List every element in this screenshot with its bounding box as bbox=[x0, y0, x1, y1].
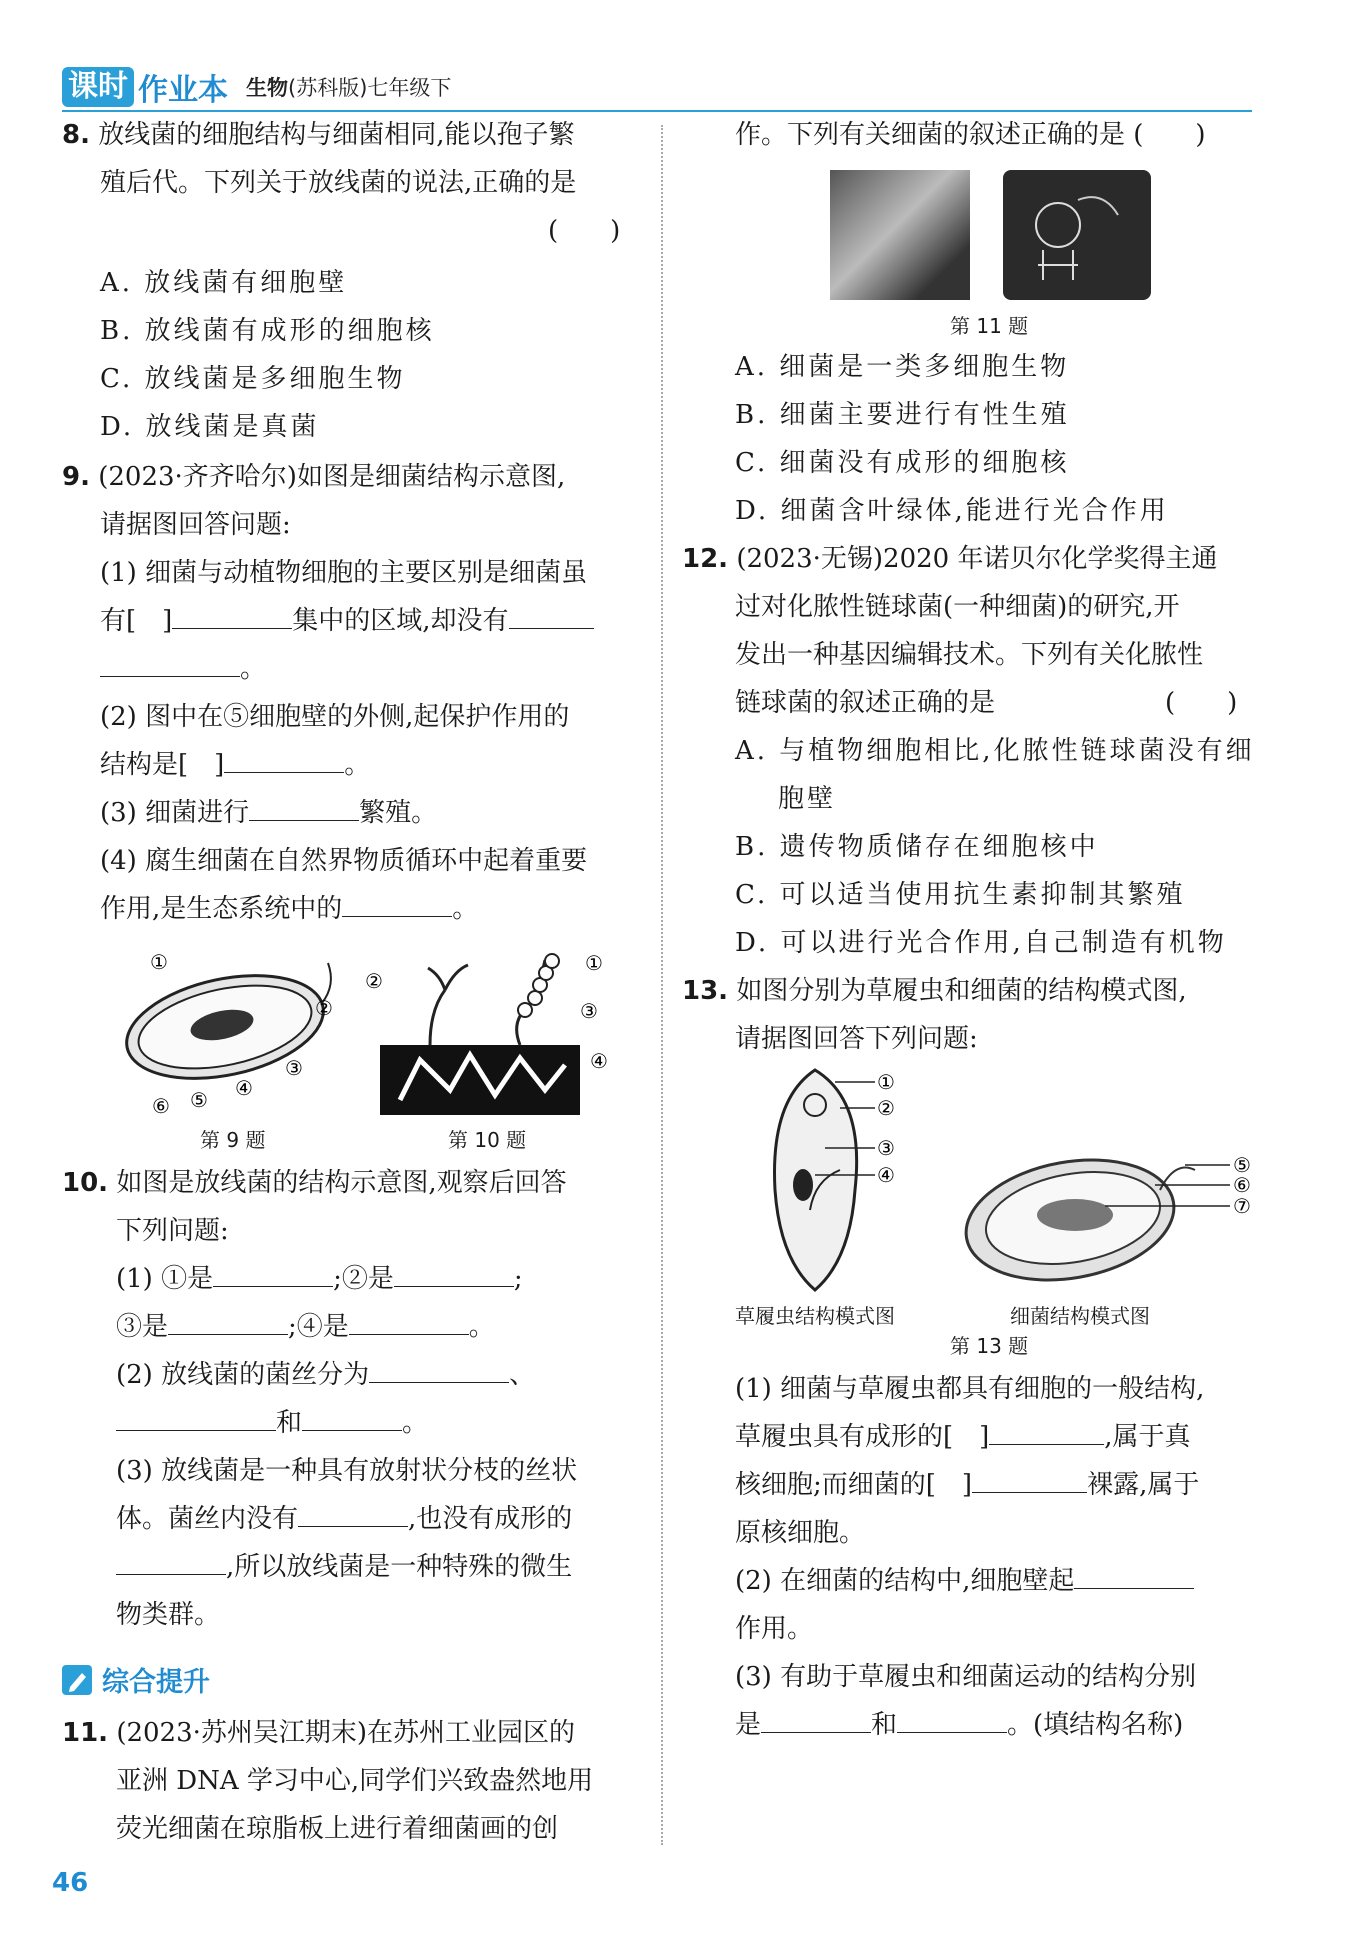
q9-p1-mid: 集中的区域,却没有 bbox=[292, 606, 509, 636]
q9-blank6[interactable] bbox=[342, 894, 452, 917]
q13-part1-c bbox=[735, 1470, 1199, 1500]
q10-part1-b bbox=[116, 1312, 495, 1342]
q11-line1 bbox=[62, 1718, 575, 1748]
subject-name: 生物 bbox=[246, 76, 288, 100]
q11-option-c: C. 细菌没有成形的细胞核 bbox=[735, 448, 1070, 478]
paramecium-nucleus bbox=[793, 1169, 813, 1201]
fig9-caption: 第 9 题 bbox=[200, 1128, 266, 1152]
q8-answer-paren: ( ) bbox=[548, 216, 621, 246]
q12-option-a1: A. 与植物细胞相比,化脓性链球菌没有细 bbox=[735, 736, 1255, 766]
actinomycete-figure bbox=[360, 940, 620, 1125]
q10-part3-b bbox=[116, 1504, 572, 1534]
q10-blank3[interactable] bbox=[168, 1312, 288, 1335]
page-number: 46 bbox=[52, 1868, 89, 1898]
fig13-bacterium-figure bbox=[955, 1140, 1260, 1290]
pencil-glyph bbox=[62, 1665, 92, 1695]
q9-text1: (2023·齐齐哈尔)如图是细菌结构示意图, bbox=[98, 462, 566, 492]
q11-text4: 作。下列有关细菌的叙述正确的是 bbox=[735, 120, 1126, 150]
subject-label bbox=[246, 72, 451, 102]
q13-blank4[interactable] bbox=[761, 1710, 871, 1733]
q10-blank6[interactable] bbox=[116, 1408, 276, 1431]
bacteria-art-drawing bbox=[1003, 170, 1151, 300]
q10-line1 bbox=[62, 1168, 567, 1198]
q10-line2: 下列问题: bbox=[116, 1216, 229, 1246]
q9-part2-a: (2) 图中在⑤细胞壁的外侧,起保护作用的 bbox=[100, 702, 570, 732]
q8-number: 8. bbox=[62, 120, 90, 150]
fig9-label-5: ⑤ bbox=[190, 1088, 208, 1112]
fig11-photo-bacteria-art bbox=[1003, 170, 1151, 300]
q10-blank7[interactable] bbox=[302, 1408, 402, 1431]
spore bbox=[528, 991, 542, 1005]
q13-number: 13. bbox=[682, 976, 729, 1006]
q10-p3-b2: ,也没有成形的 bbox=[408, 1504, 573, 1534]
pencil-icon bbox=[62, 1665, 92, 1695]
q11-option-b: B. 细菌主要进行有性生殖 bbox=[735, 400, 1070, 430]
q12-option-a2: 胞壁 bbox=[778, 784, 837, 814]
q9-blank5[interactable] bbox=[249, 798, 359, 821]
section-title: 综合提升 bbox=[102, 1667, 210, 1698]
q12-line4: 链球菌的叙述正确的是 bbox=[735, 688, 996, 718]
q9-part1-a: (1) 细菌与动植物细胞的主要区别是细菌虽 bbox=[100, 558, 588, 588]
q11-text1: (2023·苏州吴江期末)在苏州工业园区的 bbox=[116, 1718, 576, 1748]
fig10-label-4: ④ bbox=[590, 1049, 608, 1073]
q9-p4-end: 。 bbox=[452, 894, 479, 924]
q13-line1 bbox=[682, 976, 1187, 1006]
fig13-label-3: ③ bbox=[877, 1136, 895, 1160]
fig11-caption: 第 11 题 bbox=[950, 314, 1029, 338]
q9-p3-end: 繁殖。 bbox=[359, 798, 438, 828]
fig9-label-3: ③ bbox=[285, 1056, 303, 1080]
fig13-caption-left: 草履虫结构模式图 bbox=[735, 1304, 895, 1328]
q10-p2-b-mid: 和 bbox=[276, 1408, 303, 1438]
q12-option-c: C. 可以适当使用抗生素抑制其繁殖 bbox=[735, 880, 1186, 910]
q9-p4-pre: 作用,是生态系统中的 bbox=[100, 894, 343, 924]
fig10-label-1: ① bbox=[585, 951, 603, 975]
q10-blank1[interactable] bbox=[213, 1264, 333, 1287]
q13-line2: 请据图回答下列问题: bbox=[735, 1024, 978, 1054]
q8-line2: 殖后代。下列关于放线菌的说法,正确的是 bbox=[100, 168, 577, 198]
q10-part2-a bbox=[116, 1360, 535, 1390]
q13-p2-a: (2) 在细菌的结构中,细胞壁起 bbox=[735, 1566, 1075, 1596]
q13-p1-c1: 核细胞;而细菌的[ ] bbox=[735, 1470, 973, 1500]
q13-p1-b2: ,属于真 bbox=[1104, 1422, 1191, 1452]
q9-part1-b bbox=[100, 606, 594, 636]
q10-blank9[interactable] bbox=[116, 1552, 226, 1575]
q10-part3-a: (3) 放线菌是一种具有放射状分枝的丝状 bbox=[116, 1456, 578, 1486]
fig10-label-3: ③ bbox=[580, 999, 598, 1023]
q11-option-a: A. 细菌是一类多细胞生物 bbox=[735, 352, 1070, 382]
q13-text1: 如图分别为草履虫和细菌的结构模式图, bbox=[736, 976, 1187, 1006]
q9-p3-pre: (3) 细菌进行 bbox=[100, 798, 250, 828]
q8-option-d: D. 放线菌是真菌 bbox=[100, 412, 320, 442]
fig9-label-6: ⑥ bbox=[152, 1094, 170, 1118]
fig13-label-1: ① bbox=[877, 1070, 895, 1094]
q12-line3: 发出一种基因编辑技术。下列有关化脓性 bbox=[735, 640, 1204, 670]
q13-blank3[interactable] bbox=[1074, 1566, 1194, 1589]
q13-p3-b3: 。(填结构名称) bbox=[1007, 1710, 1184, 1740]
q9-p2-end: 。 bbox=[344, 750, 371, 780]
q9-part4-b bbox=[100, 894, 478, 924]
fig9-label-1: ① bbox=[150, 950, 168, 974]
q10-blank2[interactable] bbox=[394, 1264, 514, 1287]
q13-part1-b bbox=[735, 1422, 1191, 1452]
q11-line4 bbox=[735, 120, 1206, 150]
paramecium-body bbox=[775, 1070, 857, 1290]
section-heading bbox=[62, 1660, 210, 1699]
q13-part3-a: (3) 有助于草履虫和细菌运动的结构分别 bbox=[735, 1662, 1197, 1692]
logo-mark: 课时 bbox=[62, 67, 134, 107]
fig9-label-4: ④ bbox=[235, 1076, 253, 1100]
spore bbox=[545, 954, 559, 968]
aerial-hyphae bbox=[428, 965, 468, 1045]
q13-part1-a: (1) 细菌与草履虫都具有细胞的一般结构, bbox=[735, 1374, 1205, 1404]
q10-blank4[interactable] bbox=[349, 1312, 469, 1335]
q8-text1: 放线菌的细胞结构与细菌相同,能以孢子繁 bbox=[98, 120, 575, 150]
fig13-caption: 第 13 题 bbox=[950, 1334, 1029, 1358]
q11-line3: 荧光细菌在琼脂板上进行着细菌画的创 bbox=[116, 1814, 559, 1844]
q11-line2: 亚洲 DNA 学习中心,同学们兴致盎然地用 bbox=[116, 1766, 594, 1796]
q9-part1-c bbox=[100, 654, 266, 684]
q9-blank3[interactable] bbox=[100, 654, 240, 677]
q9-p1-end: 。 bbox=[240, 654, 267, 684]
q10-part3-d: 物类群。 bbox=[116, 1600, 221, 1630]
q10-blank8[interactable] bbox=[298, 1504, 408, 1527]
q10-p1-b3: 。 bbox=[468, 1312, 495, 1342]
q10-p1-a2: ;②是 bbox=[333, 1264, 394, 1294]
q9-blank2[interactable] bbox=[509, 606, 594, 629]
q12-answer-paren: ( ) bbox=[1165, 688, 1238, 718]
q12-text1: (2023·无锡)2020 年诺贝尔化学奖得主通 bbox=[736, 544, 1218, 574]
q10-p1-a1: (1) ①是 bbox=[116, 1264, 214, 1294]
fig13-label-7: ⑦ bbox=[1233, 1194, 1251, 1218]
q13-p1-c2: 裸露,属于 bbox=[1087, 1470, 1200, 1500]
q12-option-b: B. 遗传物质储存在细胞核中 bbox=[735, 832, 1099, 862]
q13-p3-b2: 和 bbox=[871, 1710, 898, 1740]
q10-part1-a bbox=[116, 1264, 523, 1294]
q9-blank1[interactable] bbox=[172, 606, 292, 629]
q12-line2: 过对化脓性链球菌(一种细菌)的研究,开 bbox=[735, 592, 1180, 622]
fig10-label-2: ② bbox=[365, 969, 383, 993]
q9-part2-b bbox=[100, 750, 370, 780]
q9-line1 bbox=[62, 462, 565, 492]
q9-part3 bbox=[100, 798, 437, 828]
q9-p1-bracket: 有[ ] bbox=[100, 606, 173, 636]
q13-part2-a bbox=[735, 1566, 1194, 1596]
q13-blank5[interactable] bbox=[897, 1710, 1007, 1733]
spore bbox=[518, 1003, 532, 1017]
fig13-caption-right: 细菌结构模式图 bbox=[1010, 1304, 1150, 1328]
fig9-label-2: ② bbox=[315, 996, 333, 1020]
q10-p2-a-end: 、 bbox=[509, 1360, 536, 1390]
q8-line1 bbox=[62, 120, 575, 150]
q11-answer-paren: ( ) bbox=[1133, 120, 1206, 150]
q13-blank1[interactable] bbox=[989, 1422, 1104, 1445]
q10-part2-b bbox=[116, 1408, 428, 1438]
q13-p3-b1: 是 bbox=[735, 1710, 762, 1740]
q10-p1-b2: ;④是 bbox=[288, 1312, 349, 1342]
q10-p2-a: (2) 放线菌的菌丝分为 bbox=[116, 1360, 370, 1390]
paramecium-figure bbox=[755, 1060, 915, 1300]
q12-line1 bbox=[682, 544, 1217, 574]
fig13-label-2: ② bbox=[877, 1096, 895, 1120]
q12-number: 12. bbox=[682, 544, 729, 574]
q10-p3-b1: 体。菌丝内没有 bbox=[116, 1504, 299, 1534]
q10-text1: 如图是放线菌的结构示意图,观察后回答 bbox=[116, 1168, 567, 1198]
q13-part2-b: 作用。 bbox=[735, 1614, 814, 1644]
q10-p2-b-end: 。 bbox=[402, 1408, 429, 1438]
q10-blank5[interactable] bbox=[369, 1360, 509, 1383]
q8-option-a: A. 放线菌有细胞壁 bbox=[100, 268, 348, 298]
q8-option-b: B. 放线菌有成形的细胞核 bbox=[100, 316, 435, 346]
q13-part1-d: 原核细胞。 bbox=[735, 1518, 866, 1548]
q12-option-d: D. 可以进行光合作用,自己制造有机物 bbox=[735, 928, 1227, 958]
column-divider bbox=[661, 125, 663, 1845]
bacterium-figure bbox=[110, 945, 350, 1135]
q11-option-d: D. 细菌含叶绿体,能进行光合作用 bbox=[735, 496, 1169, 526]
q9-number: 9. bbox=[62, 462, 90, 492]
q8-option-c: C. 放线菌是多细胞生物 bbox=[100, 364, 406, 394]
q10-p3-c: ,所以放线菌是一种特殊的微生 bbox=[226, 1552, 573, 1582]
fig10-caption: 第 10 题 bbox=[448, 1128, 527, 1152]
logo-text: 作业本 bbox=[138, 73, 228, 108]
page-header bbox=[62, 66, 451, 108]
fig13-label-6: ⑥ bbox=[1233, 1173, 1251, 1197]
q9-blank4[interactable] bbox=[224, 750, 344, 773]
fig13-label-5: ⑤ bbox=[1233, 1153, 1251, 1177]
q9-p2-pre: 结构是[ ] bbox=[100, 750, 225, 780]
edition-label: (苏科版)七年级下 bbox=[288, 76, 452, 100]
header-rule bbox=[62, 110, 1252, 112]
q10-number: 10. bbox=[62, 1168, 109, 1198]
fig13-label-4: ④ bbox=[877, 1163, 895, 1187]
q11-number: 11. bbox=[62, 1718, 109, 1748]
q9-line2: 请据图回答问题: bbox=[100, 510, 291, 540]
q13-part3-b bbox=[735, 1710, 1183, 1740]
q10-part3-c bbox=[116, 1552, 572, 1582]
fig11-photo-lab bbox=[830, 170, 970, 300]
fig13-bacterium-dna bbox=[1037, 1199, 1113, 1231]
q10-p1-b1: ③是 bbox=[116, 1312, 169, 1342]
q10-p1-a3: ; bbox=[513, 1264, 523, 1294]
q13-p1-b1: 草履虫具有成形的[ ] bbox=[735, 1422, 990, 1452]
q13-blank2[interactable] bbox=[972, 1470, 1087, 1493]
q9-part4-a: (4) 腐生细菌在自然界物质循环中起着重要 bbox=[100, 846, 588, 876]
